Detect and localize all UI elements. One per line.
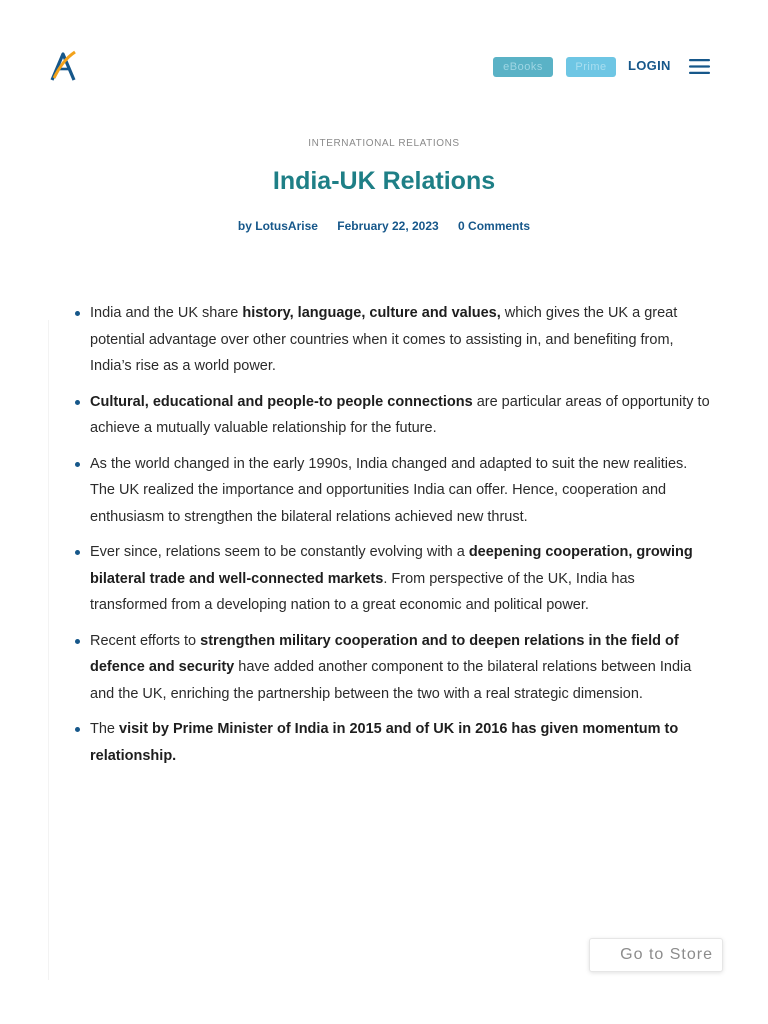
site-header <box>0 0 768 132</box>
post-date[interactable]: February 22, 2023 <box>337 219 439 233</box>
hamburger-menu-icon[interactable] <box>689 58 710 75</box>
content-divider <box>48 320 49 980</box>
post-meta <box>0 219 768 233</box>
list-item: The visit by Prime Minister of India in 2015 and of UK in 2016 has given momentum to relationship. <box>90 716 710 769</box>
login-link[interactable]: LOGIN <box>628 58 671 73</box>
list-item: Ever since, relations seem to be constantly evolving with a deepening cooperation, growing bilateral trade and well-connected markets. From perspective of the UK, India has transformed from a developing nation to a great economic and political power. <box>90 539 710 619</box>
post-category[interactable]: INTERNATIONAL RELATIONS <box>308 138 460 149</box>
logo-icon[interactable] <box>48 48 78 82</box>
post-author[interactable]: by LotusArise <box>237 219 318 233</box>
page-title: India-UK Relations <box>272 167 496 195</box>
list-item: India and the UK share history, language, culture and values, which gives the UK a great potential advantage over other countries when it comes to assisting in, and benefiting from, India’s rise as a world power. <box>90 300 710 380</box>
list-item: Recent efforts to strengthen military cooperation and to deepen relations in the field of defence and security have added another component to the bilateral relations between India and the UK, enriching the partnership between the two with a real strategic dimension. <box>90 628 710 708</box>
go-to-store-button[interactable]: Go to Store <box>589 938 723 972</box>
post-comments[interactable]: 0 Comments <box>458 219 531 233</box>
prime-button[interactable]: Prime <box>566 57 616 77</box>
list-item: Cultural, educational and people-to people connections are particular areas of opportunity to achieve a mutually valuable relationship for the future. <box>90 389 710 442</box>
article-bullet-list <box>90 300 710 778</box>
list-item: As the world changed in the early 1990s, India changed and adapted to suit the new realities. The UK realized the importance and opportunities India can offer. Hence, cooperation and enthusiasm to strengthen the bilateral relations achieved new thrust. <box>90 451 710 531</box>
ebooks-button[interactable]: eBooks <box>493 57 553 77</box>
